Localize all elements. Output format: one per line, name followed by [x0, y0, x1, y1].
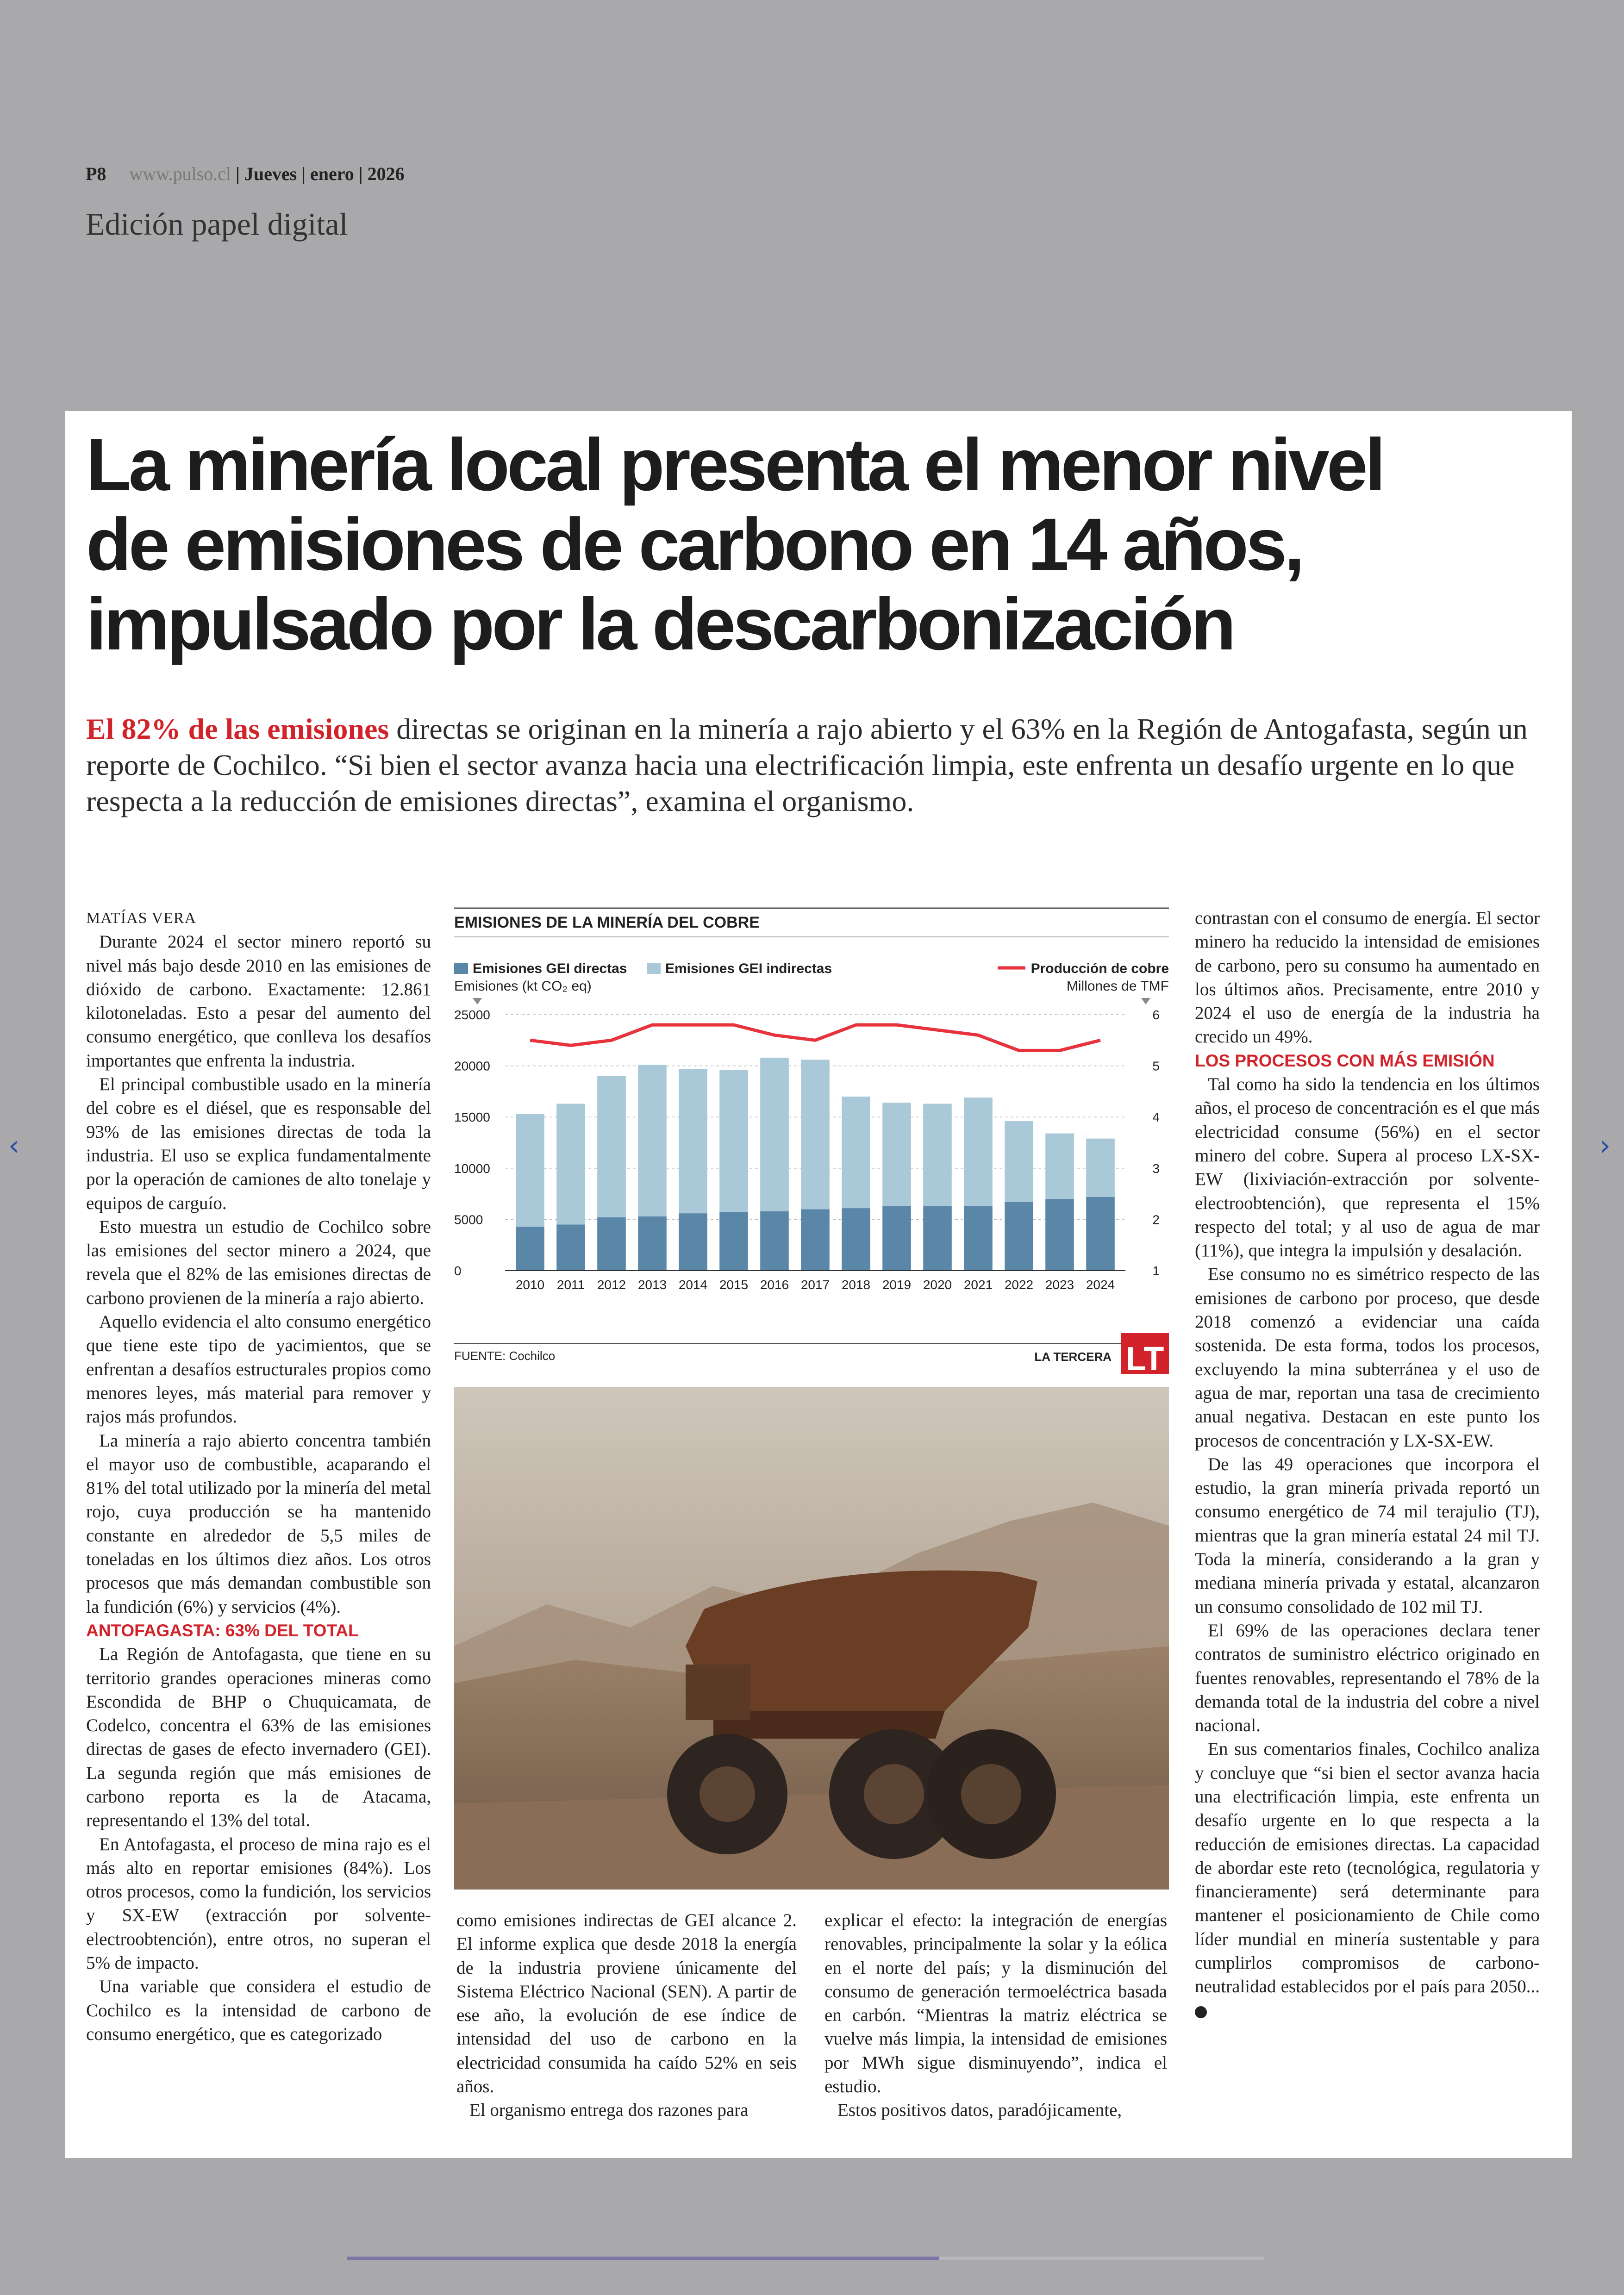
bar-direct — [1045, 1199, 1074, 1271]
paragraph: explicar el efecto: la integración de energías renovables, principalmente la solar y la eólica en el norte del país; y la disminución del consumo de generación termoeléctrica basada en carbón. “Mientras la matriz eléctrica se vuelve más limpia, la intensidad de emisiones por MWh sigue disminuyendo”, indica el estudio. — [824, 1910, 1167, 2097]
bar-indirect — [801, 1060, 830, 1209]
paragraph: Estos positivos datos, paradójicamente, — [837, 2100, 1122, 2120]
bar-indirect — [760, 1058, 789, 1211]
bar-indirect — [882, 1103, 911, 1206]
y-axis-label: Emisiones (kt CO₂ eq) — [454, 979, 592, 994]
page-label: P8 — [86, 163, 106, 184]
paragraph: Esto muestra un estudio de Cochilco sobre las emisiones del sector minero a 2024, que revela que el 82% de las emisiones directas de carbono provienen de la minería a rajo abierto. — [86, 1216, 431, 1308]
y-tick-label: 25000 — [454, 1008, 490, 1022]
paragraph: Ese consumo no es simétrico respecto de las emisiones de carbono por proceso, que desde 2018 comenzó a evidenciar una caída sostenida. De esta forma, todos los procesos, excluyendo la mina subterránea y el uso de agua de mar, reportan una tasa de crecimiento anual negativa. Destacan en este punto los procesos de concentración y LX-SX-EW. — [1195, 1264, 1540, 1451]
x-tick-label: 2012 — [597, 1278, 626, 1292]
y-tick-label: 5000 — [454, 1212, 483, 1227]
column-4 — [1195, 906, 1540, 2022]
next-page-icon[interactable]: › — [1599, 1129, 1611, 1162]
reading-progress-bar[interactable] — [347, 2257, 1264, 2260]
reading-progress-fill — [347, 2257, 939, 2260]
x-tick-label: 2011 — [556, 1278, 585, 1292]
bar-direct — [597, 1217, 626, 1271]
bar-indirect — [597, 1076, 626, 1217]
chart-title: EMISIONES DE LA MINERÍA DEL COBRE — [454, 914, 760, 931]
y2-tick-label: 4 — [1152, 1110, 1160, 1125]
bar-direct — [1086, 1197, 1115, 1271]
y-tick-label: 0 — [454, 1264, 462, 1278]
y2-tick-label: 3 — [1152, 1161, 1160, 1176]
legend-direct: Emisiones GEI directas — [473, 961, 627, 976]
x-tick-label: 2019 — [882, 1278, 912, 1292]
edition-title: Edición papel digital — [86, 206, 348, 242]
bar-direct — [760, 1211, 789, 1271]
bar-indirect — [1045, 1134, 1074, 1199]
chart-source: FUENTE: Cochilco — [454, 1349, 556, 1363]
y-tick-label: 20000 — [454, 1059, 490, 1073]
bar-direct — [719, 1212, 748, 1271]
column-3 — [824, 1908, 1167, 2122]
legend-indirect: Emisiones GEI indirectas — [665, 961, 832, 976]
bar-indirect — [1005, 1121, 1033, 1202]
lede-text: directas se originan en la minería a rajo abierto y el 63% en la Región de Antogafasta, según un reporte de Cochilco. “Si bien el sector avanza hacia una electrificación limpia, este enfrenta un desafío urgente en lo que respecta a la reducción de emisiones directas”, examina el organismo. — [86, 712, 1528, 817]
y2-tick-label: 6 — [1152, 1008, 1160, 1022]
headline — [86, 425, 1544, 664]
mining-truck-photo — [454, 1387, 1169, 1890]
paragraph: como emisiones indirectas de GEI alcance 2. El informe explica que desde 2018 la energía de la industria proviene únicamente del Sistema Eléctrico Nacional (SEN). A partir de ese año, la evolución de ese índice de intensidad del uso de carbono en la electricidad consumida ha caído 52% en seis años. — [456, 1910, 797, 2097]
bar-direct — [516, 1227, 544, 1271]
x-tick-label: 2017 — [800, 1278, 830, 1292]
y-axis-marker-icon — [473, 998, 482, 1004]
paragraph: De las 49 operaciones que incorpora el estudio, la gran minería privada reportó un consumo energético de 74 mil terajulio (TJ), mientras que la gran minería estatal 24 mil TJ. Toda la minería, considerando a la gran y mediana minería privada y estatal, alcanzaron un consumo consolidado de 102 mil TJ. — [1195, 1454, 1540, 1617]
bar-direct — [964, 1206, 993, 1271]
column-2 — [456, 1908, 797, 2122]
paragraph-text: En sus comentarios finales, Cochilco analiza y concluye que “si bien el sector avanza hacia una electrificación limpia, este enfrenta un desafío urgente en lo que respecta a la reducción de emisiones directas. La capacidad de abordar este reto (tecnológica, regulatoria y financieramente) será determinante para mantener el posicionamiento de Chile como líder mundial en minería sustentable y para cumplirlos compromisos de carbono-neutralidad establecidos por el país para 2050 — [1195, 1739, 1540, 1997]
lede-highlight: El 82% de las emisiones — [86, 712, 389, 745]
y-tick-label: 15000 — [454, 1110, 490, 1125]
paragraph: En Antofagasta, el proceso de mina rajo es el más alto en reportar emisiones (84%). Los otros procesos, como la fundición, los servicios y SX-EW (extracción por solvente-electroobtención), entre otros, no superan el 5% de impacto. — [86, 1834, 431, 1973]
end-mark: ... — [1526, 1977, 1540, 1997]
month: enero — [310, 163, 354, 184]
bar-indirect — [964, 1098, 993, 1206]
day: Jueves — [244, 163, 297, 184]
bar-direct — [842, 1208, 870, 1271]
bar-indirect — [923, 1104, 952, 1206]
paragraph: El organismo entrega dos razones para — [469, 2100, 749, 2120]
headline-line: impulsado por la descarbonización — [86, 582, 1234, 665]
bar-direct — [556, 1224, 585, 1271]
bar-indirect — [679, 1069, 707, 1213]
y2-axis-marker-icon — [1141, 998, 1150, 1004]
paragraph: El principal combustible usado en la minería del cobre es el diésel, que es responsable del 93% de las emisiones directas de toda la industria. El uso se explica fundamentalmente por la operación de camiones de alto tonelaje y equipos de carguío. — [86, 1074, 431, 1213]
bar-indirect — [638, 1065, 667, 1216]
page-header: P8 www.pulso.cl | Jueves | enero | 2026 — [86, 163, 405, 184]
column-1 — [86, 906, 431, 2046]
x-tick-label: 2022 — [1004, 1278, 1034, 1292]
x-tick-label: 2021 — [963, 1278, 993, 1292]
subhead: LOS PROCESOS CON MÁS EMISIÓN — [1195, 1051, 1495, 1070]
site-url[interactable]: www.pulso.cl — [129, 163, 231, 184]
x-tick-label: 2016 — [760, 1278, 789, 1292]
paragraph: Aquello evidencia el alto consumo energético que tiene este tipo de yacimientos, que se enfrentan a desafíos estructurales propios como menores leyes, más material para remover y rajos más profundos. — [86, 1312, 431, 1427]
bar-direct — [1005, 1202, 1033, 1271]
x-tick-label: 2013 — [637, 1278, 667, 1292]
legend-swatch-indirect — [647, 963, 661, 974]
x-tick-label: 2020 — [923, 1278, 952, 1292]
end-bullet-icon — [1195, 2006, 1207, 2018]
newspaper-page — [65, 411, 1572, 2158]
x-tick-label: 2015 — [719, 1278, 749, 1292]
paragraph: La Región de Antofagasta, que tiene en su territorio grandes operaciones mineras como Escondida de BHP o Chuquicamata, de Codelco, concentra el 63% de las emisiones directas de gases de efecto invernadero (GEI). La segunda región que más emisiones de carbono reporta es la de Atacama, representando el 13% del total. — [86, 1644, 431, 1831]
x-tick-label: 2014 — [678, 1278, 708, 1292]
lede — [86, 711, 1549, 819]
brand-logo-text: LT — [1125, 1341, 1164, 1374]
x-tick-label: 2023 — [1045, 1278, 1074, 1292]
bar-indirect — [719, 1070, 748, 1212]
year: 2026 — [367, 163, 405, 184]
production-line — [530, 1025, 1100, 1050]
y-tick-label: 10000 — [454, 1161, 490, 1176]
bar-direct — [638, 1216, 667, 1271]
x-tick-label: 2018 — [841, 1278, 871, 1292]
legend-production: Producción de cobre — [1031, 961, 1169, 976]
x-tick-label: 2010 — [515, 1278, 545, 1292]
x-tick-label: 2024 — [1086, 1278, 1115, 1292]
headline-line: de emisiones de carbono en 14 años, — [86, 503, 1302, 586]
bar-direct — [923, 1206, 952, 1271]
legend-swatch-direct — [454, 963, 468, 974]
byline: MATÍAS VERA — [86, 910, 197, 927]
chart-svg — [454, 907, 1169, 1374]
paragraph: contrastan con el consumo de energía. El sector minero ha reducido la intensidad de emisiones de carbono, pero su consumo ha aumentado en los últimos años. Precisamente, entre 2010 y 2024 el uso de energía de la industria ha crecido un 49%. — [1195, 908, 1540, 1047]
y2-axis-label: Millones de TMF — [1066, 979, 1169, 994]
paragraph: Durante 2024 el sector minero reportó su nivel más bajo desde 2010 en las emisiones de dióxido de carbono. Exactamente: 12.861 kilotoneladas. Esto a pesar del aumento del consumo energético, que conlleva los desafíos importantes que enfrenta la industria. — [86, 932, 431, 1071]
paragraph: El 69% de las operaciones declara tener contratos de suministro eléctrico originado en fuentes renovables, representando el 78% de la demanda total de la industria del cobre a nivel nacional. — [1195, 1620, 1540, 1736]
bar-direct — [679, 1213, 707, 1271]
paragraph: La minería a rajo abierto concentra también el mayor uso de combustible, acaparando el 81% del total utilizado por la minería del metal rojo, cuya producción se ha mantenido constante en alrededor de 5,5 miles de toneladas en los últimos diez años. Los otros procesos que más demandan combustible son la fundición (6%) y servicios (4%). — [86, 1430, 431, 1617]
bar-direct — [801, 1209, 830, 1271]
subhead: ANTOFAGASTA: 63% DEL TOTAL — [86, 1621, 359, 1640]
brand-name: LA TERCERA — [1034, 1350, 1112, 1364]
y2-tick-label: 2 — [1152, 1212, 1160, 1227]
emissions-chart — [454, 907, 1169, 1374]
prev-page-icon[interactable]: ‹ — [8, 1129, 19, 1162]
bar-indirect — [1086, 1139, 1115, 1197]
bar-direct — [882, 1206, 911, 1271]
bar-indirect — [516, 1114, 544, 1227]
y2-tick-label: 1 — [1152, 1264, 1160, 1278]
headline-line: La minería local presenta el menor nivel — [86, 423, 1383, 506]
paragraph — [1195, 1737, 1540, 2022]
y2-tick-label: 5 — [1152, 1059, 1160, 1073]
paragraph: Una variable que considera el estudio de Cochilco es la intensidad de carbono de consumo energético, que es categorizado — [86, 1977, 431, 2044]
bar-indirect — [556, 1104, 585, 1224]
paragraph: Tal como ha sido la tendencia en los últimos años, el proceso de concentración es el que más electricidad consume (56%) en el sector minero del cobre. Supera al proceso LX-SX-EW (lixiviación-extracción por solvente-electroobtención), que representa el 15% respecto del total; y al uso de agua de mar (11%), que integra la impulsión y desalación. — [1195, 1074, 1540, 1261]
bar-indirect — [842, 1097, 870, 1208]
